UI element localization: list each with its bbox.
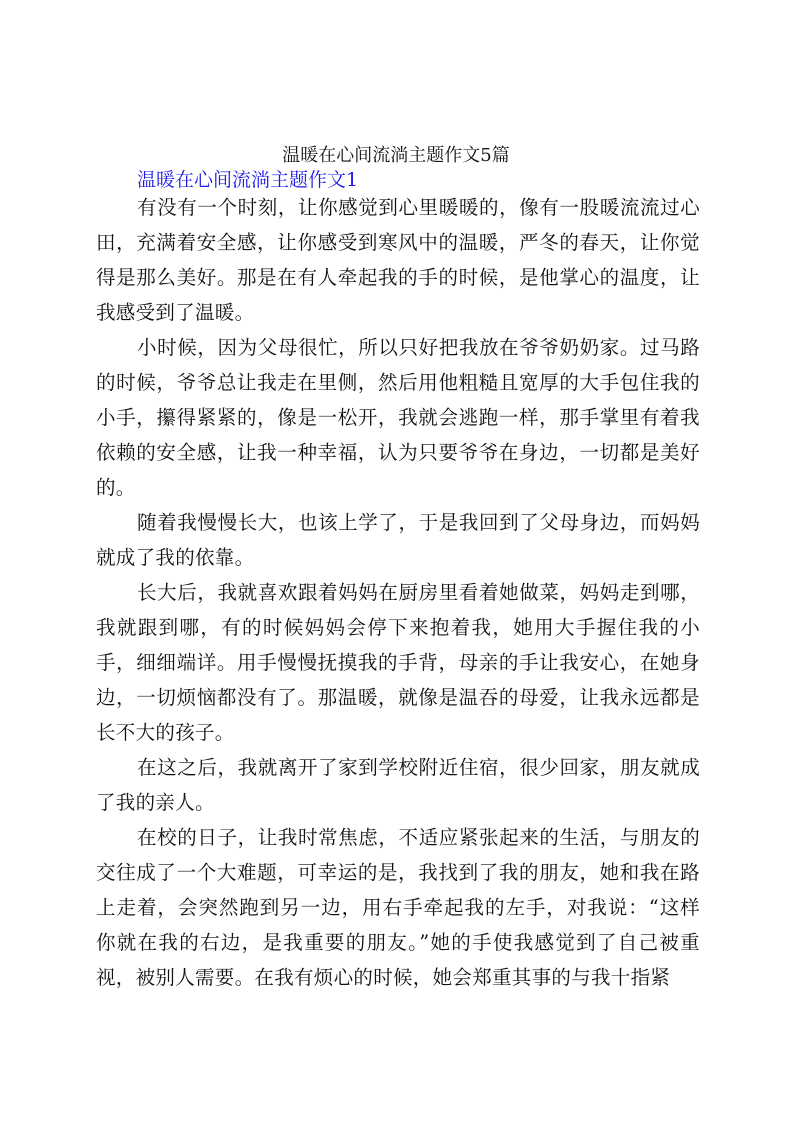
text-line: 就成了我的依靠。 [96, 546, 255, 569]
text-line: 有没有一个时刻，让你感觉到心里暖暖的，像有一股暖流流过心 [137, 196, 700, 219]
text-line: 我感受到了温暖。 [96, 301, 255, 324]
paragraph [96, 820, 700, 995]
text-line: 长大后，我就喜欢跟着妈妈在厨房里看着她做菜，妈妈走到哪， [137, 581, 700, 604]
text-line: 视，被别人需要。在我有烦心的时候，她会郑重其事的与我十指紧 [96, 966, 671, 989]
document-title: 温暖在心间流淌主题作文5篇 [282, 145, 510, 166]
text-line: 随着我慢慢长大，也该上学了，于是我回到了父母身边，而妈妈 [137, 511, 700, 534]
text-line: 依赖的安全感，让我一种幸福，认为只要爷爷在身边，一切都是美好 [96, 441, 700, 464]
text-line: 在校的日子，让我时常焦虑，不适应紧张起来的生活，与朋友的 [137, 826, 700, 849]
text-line: 我就跟到哪，有的时候妈妈会停下来抱着我，她用大手握住我的小 [96, 616, 700, 639]
text-line: 田，充满着安全感，让你感受到寒风中的温暖，严冬的春天，让你觉 [96, 231, 700, 254]
text-line: 上走着，会突然跑到另一边，用右手牵起我的左手，对我说：“这样 [96, 896, 700, 919]
text-line: 小时候，因为父母很忙，所以只好把我放在爷爷奶奶家。过马路 [137, 336, 700, 359]
text-line: 的。 [96, 476, 136, 499]
text-line: 你就在我的右边，是我重要的朋友。”她的手使我感觉到了自己被重 [96, 931, 700, 954]
text-line: 了我的亲人。 [96, 791, 215, 814]
paragraph [96, 330, 700, 505]
text-line: 小手，攥得紧紧的，像是一松开，我就会逃跑一样，那手掌里有着我 [96, 406, 700, 429]
text-line: 得是那么美好。那是在有人牵起我的手的时候，是他掌心的温度，让 [96, 266, 700, 289]
paragraph [96, 750, 700, 820]
paragraph [96, 190, 700, 330]
text-line: 边，一切烦恼都没有了。那温暖，就像是温吞的母爱，让我永远都是 [96, 686, 700, 709]
document-body [96, 190, 700, 995]
text-line: 在这之后，我就离开了家到学校附近住宿，很少回家，朋友就成 [137, 756, 700, 779]
text-line: 交往成了一个大难题，可幸运的是，我找到了我的朋友，她和我在路 [96, 861, 700, 884]
section-heading: 温暖在心间流淌主题作文1 [137, 169, 359, 191]
paragraph [96, 505, 700, 575]
paragraph [96, 575, 700, 750]
text-line: 手，细细端详。用手慢慢抚摸我的手背，母亲的手让我安心，在她身 [96, 651, 700, 674]
text-line: 长不大的孩子。 [96, 721, 235, 744]
text-line: 的时候，爷爷总让我走在里侧，然后用他粗糙且宽厚的大手包住我的 [96, 371, 700, 394]
